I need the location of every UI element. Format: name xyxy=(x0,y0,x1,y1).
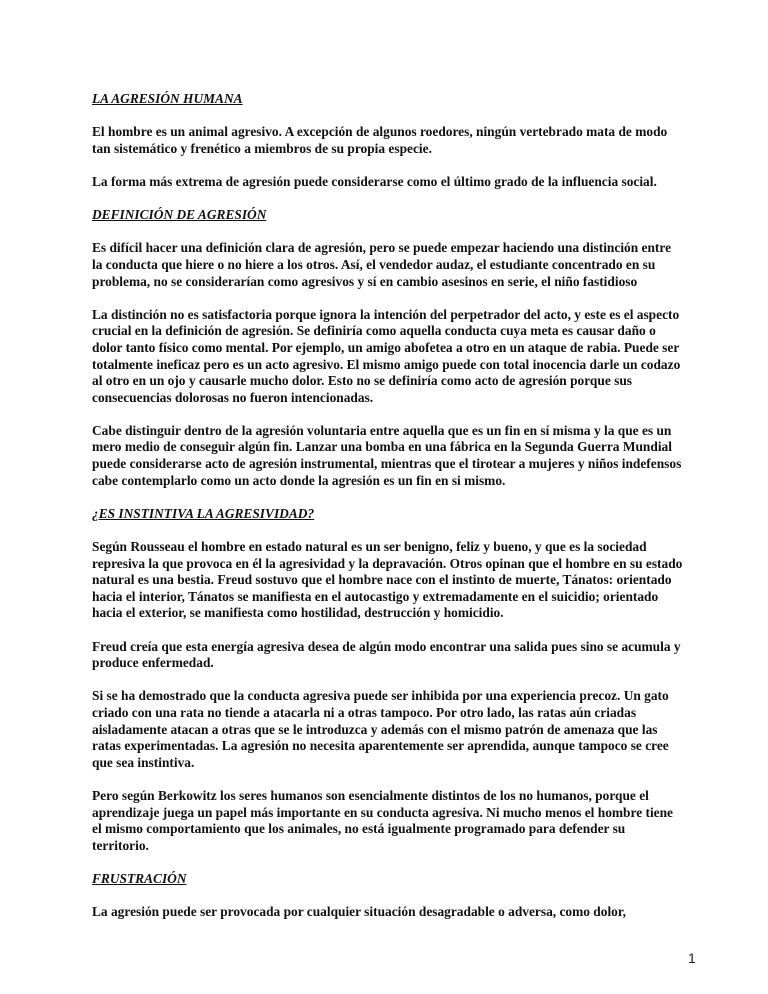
text-line: Es difícil hacer una definición clara de agresión, pero se puede empezar haciendo una distinción entre xyxy=(92,240,672,256)
text-line: aprendizaje juega un papel más importante en su conducta agresiva. Ni mucho menos el hombre tiene xyxy=(92,804,674,820)
text-line: la conducta que hiere o no hiere a los otros. Así, el vendedor audaz, el estudiante concentrado en su xyxy=(92,256,656,272)
text-line: ratas experimentadas. La agresión no necesita aparentemente ser aprendida, aunque tampoco se cree xyxy=(92,738,669,754)
text-line: crucial en la definición de agresión. Se definiría como aquella conducta cuya meta es causar daño o xyxy=(92,323,656,339)
text-line: La distinción no es satisfactoria porque ignora la intención del perpetrador del acto, y este es el aspecto xyxy=(92,306,680,322)
text-line: produce enfermedad. xyxy=(92,655,214,671)
paragraph xyxy=(92,688,732,771)
text-line: represiva la que provoca en él la agresividad y la depravación. Otros opinan que el hombre en su estado xyxy=(92,555,683,571)
text-line: puede considerarse acto de agresión instrumental, mientras que el tirotear a mujeres y niños indefensos xyxy=(92,456,682,472)
text-line: Freud creía que esta energía agresiva desea de algún modo encontrar una salida pues sino se acumula y xyxy=(92,638,681,654)
text-line: territorio. xyxy=(92,837,149,853)
text-line: Pero según Berkowitz los seres humanos son esencialmente distintos de los no humanos, porque el xyxy=(92,787,649,803)
paragraph xyxy=(92,240,732,290)
text-line: hacia el interior, Tánatos se manifiesta en el autocastigo y extremadamente en el suicidio; orientado xyxy=(92,588,659,604)
paragraph xyxy=(92,423,732,489)
paragraph xyxy=(92,639,732,672)
text-line: natural es una bestia. Freud sostuvo que el hombre nace con el instinto de muerte, Tánatos: orientado xyxy=(92,572,672,588)
text-line: La agresión puede ser provocada por cualquier situación desagradable o adversa, como dolor, xyxy=(92,904,626,920)
page-number: 1 xyxy=(688,950,696,966)
text-line: consecuencias dolorosas no fueron intencionadas. xyxy=(92,389,374,405)
text-line: Cabe distinguir dentro de la agresión voluntaria entre aquella que es un fin en sí misma y la que es un xyxy=(92,422,672,438)
section-heading: LA AGRESIÓN HUMANA xyxy=(92,91,243,106)
paragraph xyxy=(92,307,732,407)
text-line: Según Rousseau el hombre en estado natural es un ser benigno, feliz y bueno, y que es la sociedad xyxy=(92,539,647,555)
text-line: criado con una rata no tiende a atacarla ni a otras tampoco. Por otro lado, las ratas aún criadas xyxy=(92,704,637,720)
paragraph xyxy=(92,174,732,191)
text-line: el mismo comportamiento que los animales, no está igualmente programado para defender su xyxy=(92,821,626,837)
text-line: La forma más extrema de agresión puede considerarse como el último grado de la influencia social. xyxy=(92,173,657,189)
document-page xyxy=(92,91,732,937)
text-line: mero medio de conseguir algún fin. Lanzar una bomba en una fábrica en la Segunda Guerra Mundial xyxy=(92,439,672,455)
text-line: problema, no se considerarían como agresivos y sí en cambio asesinos en serie, el niño fastidioso xyxy=(92,273,638,289)
text-line: que sea instintiva. xyxy=(92,754,195,770)
section-heading: ¿ES INSTINTIVA LA AGRESIVIDAD? xyxy=(92,505,315,521)
text-line: cabe contemplarlo como un acto donde la agresión es un fin en si mismo. xyxy=(92,472,506,488)
text-line: al otro en un ojo y causarle mucho dolor. Esto no se definiría como acto de agresión porque sus xyxy=(92,373,632,389)
text-line: Si se ha demostrado que la conducta agresiva puede ser inhibida por una experiencia precoz. Un gato xyxy=(92,688,669,704)
text-line: dolor tanto físico como mental. Por ejemplo, un amigo abofetea a otro en un ataque de rabia. Puede ser xyxy=(92,339,680,355)
text-line: tan sistemático y frenético a miembros de su propia especie. xyxy=(92,140,432,156)
text-line: hacia el exterior, se manifiesta como hostilidad, destrucción y homicidio. xyxy=(92,605,504,621)
paragraph xyxy=(92,788,732,854)
text-line: totalmente ineficaz pero es un acto agresivo. El mismo amigo puede con total inocencia darle un codazo xyxy=(92,356,681,372)
text-line: aisladamente atacan a otras que se le introduzca y además con el mismo patrón de amenaza que las xyxy=(92,721,658,737)
paragraph xyxy=(92,904,732,921)
section-heading: FRUSTRACIÓN xyxy=(92,870,187,886)
section-heading: DEFINICIÓN DE AGRESIÓN xyxy=(92,207,267,223)
text-line: El hombre es un animal agresivo. A excepción de algunos roedores, ningún vertebrado mata de modo xyxy=(92,124,668,140)
paragraph xyxy=(92,124,732,157)
paragraph xyxy=(92,539,732,622)
